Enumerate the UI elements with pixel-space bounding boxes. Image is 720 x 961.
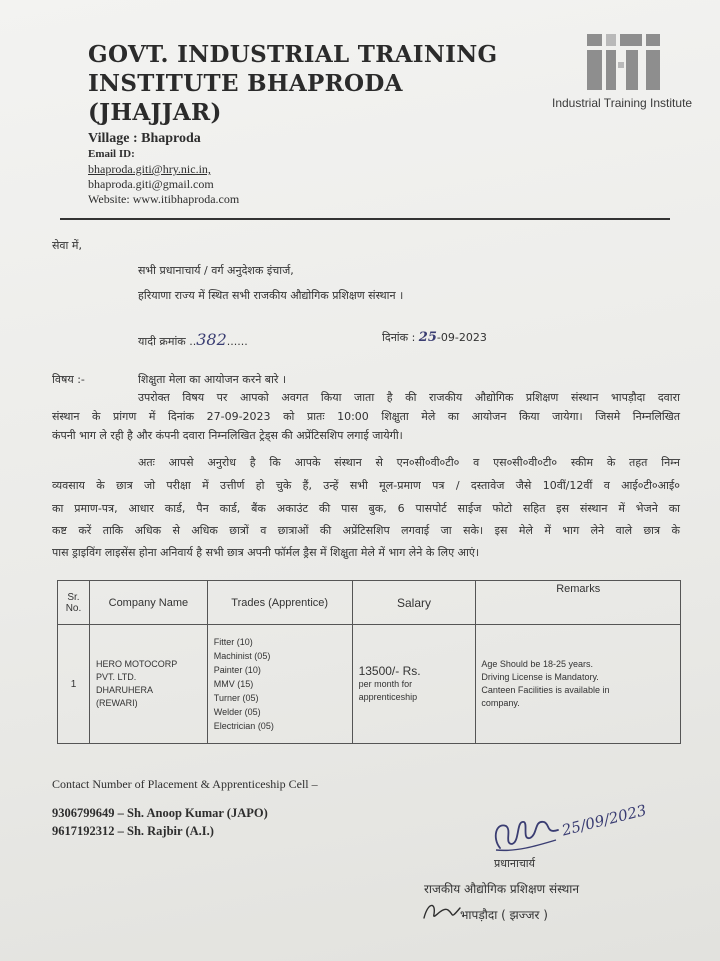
header-sr-no: Sr. No. <box>58 581 90 625</box>
recipient-line1: सभी प्रधानाचार्य / वर्ग अनुदेशक इंचार्ज, <box>138 264 294 277</box>
institute-name-line2: INSTITUTE BHAPRODA <box>88 70 403 97</box>
signature-date: 25/09/2023 <box>560 801 649 840</box>
remark-line: Age Should be 18-25 years. <box>481 659 593 669</box>
header-company: Company Name <box>89 581 207 625</box>
institute-contact <box>88 130 239 207</box>
trade-item: Fitter (10) <box>213 637 253 647</box>
header-remarks: Remarks <box>476 581 681 625</box>
email-label: Email ID: <box>88 148 135 160</box>
contact-label: Contact Number of Placement & Apprenticeship Cell – <box>52 777 318 791</box>
contact-2: 9617192312 – Sh. Rajbir (A.I.) <box>52 824 214 838</box>
website: Website: www.itibhaproda.com <box>88 192 240 206</box>
cell-company <box>89 625 207 744</box>
trade-item: MMV (15) <box>213 679 254 689</box>
paragraph2-line4: कष्ट करें ताकि अधिक से अधिक छात्रों व छात्राओं की अप्रेंटिसशिप लगवाई जा सके। इस मेले में भाग लेने वाले छात्र के <box>52 524 680 537</box>
salary-line2: per month for <box>358 678 413 689</box>
email-1: bhaproda.giti@hry.nic.in, <box>88 162 211 176</box>
paragraph2-line3: का प्रमाण-पत्र, आधार कार्ड, पैन कार्ड, बैंक अकाउंट की पास बुक, 6 पासपोर्ट साईज फोटो सहित इस संस्थान में भेजने का <box>52 502 680 515</box>
recipient-line2: हरियाणा राज्य में स्थित सभी राजकीय औद्योगिक प्रशिक्षण संस्थान । <box>138 289 404 302</box>
logo-caption: Industrial Training Institute <box>552 96 693 110</box>
trade-item: Welder (05) <box>213 707 261 717</box>
apprentice-table <box>57 580 681 744</box>
date-label: दिनांक : <box>382 331 416 344</box>
contact-1: 9306799649 – Sh. Anoop Kumar (JAPO) <box>52 806 268 820</box>
paragraph1-line2: संस्थान के प्रांगण में दिनांक 27-09-2023 को प्रातः 10:00 शिक्षुता मेले का आयोजन किया जायेगा। जिसमे निम्नलिखित <box>52 410 680 423</box>
remark-line: Driving License is Mandatory. <box>481 672 599 682</box>
company-line: DHARUHERA <box>95 685 153 695</box>
institute-name-line1: GOVT. INDUSTRIAL TRAINING <box>88 41 498 68</box>
initials-icon <box>420 896 468 926</box>
header-divider <box>60 218 670 220</box>
remark-line: company. <box>481 698 520 708</box>
company-line: HERO MOTOCORP <box>95 659 178 669</box>
header-trades: Trades (Apprentice) <box>207 581 352 625</box>
salary-amount: 13500/- Rs. <box>358 663 421 678</box>
email-2: bhaproda.giti@gmail.com <box>88 177 214 191</box>
reference-label: यादी क्रमांक .. <box>138 335 197 348</box>
letter-date <box>382 330 487 345</box>
institute-name-line3: (JHAJJAR) <box>88 99 222 126</box>
subject-label: विषय :- <box>52 373 85 386</box>
subject: शिक्षुता मेला का आयोजन करने बारे । <box>138 373 287 386</box>
trade-item: Painter (10) <box>213 665 261 675</box>
office-line2: भापड़ौदा ( झज्जर ) <box>460 908 548 922</box>
paragraph2-line2: व्यवसाय के छात्र जो परीक्षा में उत्तीर्ण हो चुके हैं, उन्हें सभी मूल-प्रमाण पत्र / दस्तावेज जैसे 10वीं/12वीं व आई०टी०आई० <box>52 479 680 492</box>
signature-icon <box>486 800 566 860</box>
remark-line: Canteen Facilities is available in <box>481 685 610 695</box>
paragraph2-line5: पास ड्राइविंग लाइसेंस होना अनिवार्य है सभी छात्र अपनी फॉर्मल ड्रैस में शिक्षुता मेले में भाग लेने के लिए आएं। <box>52 546 480 559</box>
paragraph2-line1: अतः आपसे अनुरोध है कि आपके संस्थान से एन०सी०वी०टी० व एस०सी०वी०टी० स्कीम के तहत निम्न <box>138 456 680 469</box>
table-row <box>58 625 681 744</box>
company-line: PVT. LTD. <box>95 672 137 682</box>
date-day: 25 <box>418 330 437 345</box>
header-salary: Salary <box>352 581 476 625</box>
designation: प्रधानाचार्य <box>494 857 536 870</box>
institute-name <box>88 40 528 127</box>
company-line: (REWARI) <box>95 698 138 708</box>
reference-number <box>138 330 248 349</box>
table-header-row <box>58 581 681 625</box>
paragraph1-line1: उपरोक्त विषय पर आपको अवगत किया जाता है की राजकीय औद्योगिक प्रशिक्षण संस्थान भापड़ौदा दवारा <box>138 391 680 404</box>
village: Village : Bhaproda <box>88 131 201 146</box>
trade-item: Electrician (05) <box>213 721 274 731</box>
salutation: सेवा में, <box>52 239 82 252</box>
reference-dots: ...... <box>226 335 248 348</box>
paragraph1-line3: कंपनी भाग ले रही है और कंपनी दवारा निम्नलिखित ट्रेड्स की अप्रेंटिसशिप लगाई जायेगी। <box>52 429 403 442</box>
cell-salary <box>352 625 476 744</box>
trade-item: Turner (05) <box>213 693 259 703</box>
trade-item: Machinist (05) <box>213 651 271 661</box>
reference-value: 382 <box>196 330 227 349</box>
cell-sr-no: 1 <box>58 625 90 744</box>
cell-remarks <box>476 625 681 744</box>
salary-line3: apprenticeship <box>358 691 418 702</box>
office-line1: राजकीय औद्योगिक प्रशिक्षण संस्थान <box>424 882 580 896</box>
date-rest: -09-2023 <box>436 331 487 344</box>
cell-trades <box>207 625 352 744</box>
